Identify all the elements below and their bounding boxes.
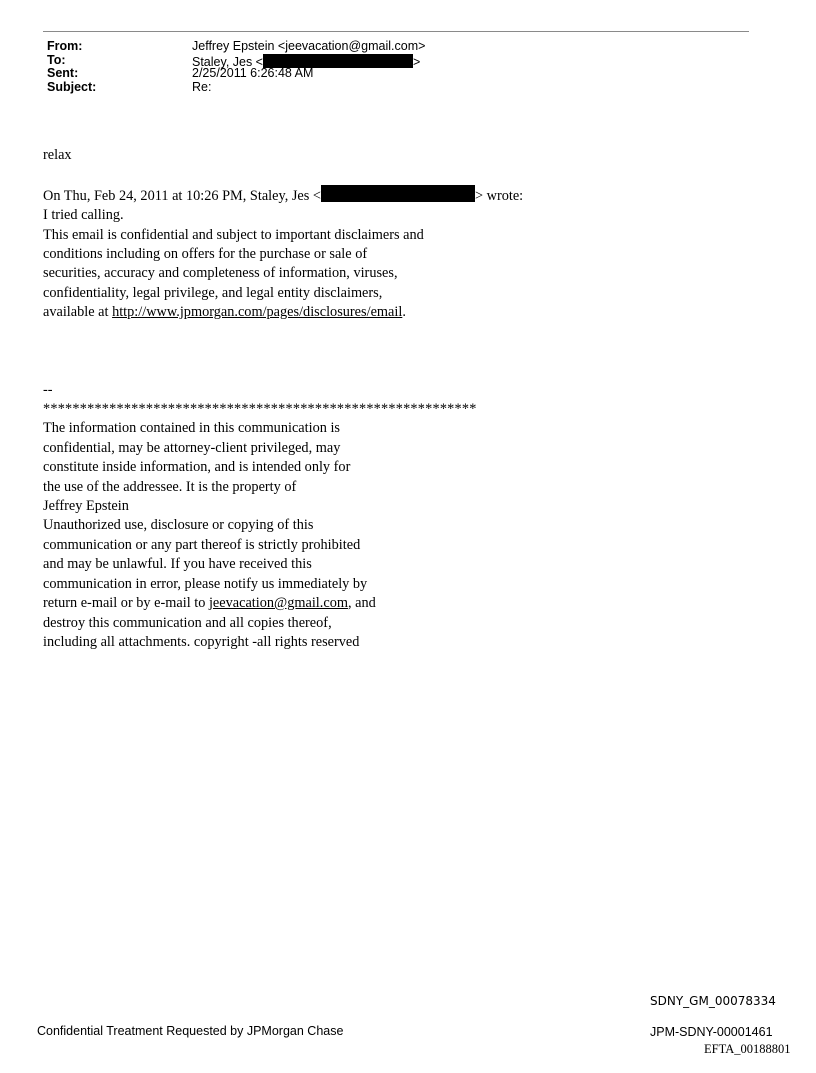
disclosure-line [43, 303, 763, 322]
notice-line: communication or any part thereof is strictly prohibited [43, 536, 361, 553]
quote-prefix: On Thu, Feb 24, 2011 at 10:26 PM, Staley, Jes < [43, 187, 321, 204]
header-divider [43, 31, 749, 32]
sent-value: 2/25/2011 6:26:48 AM [192, 66, 314, 81]
notice-line: Jeffrey Epstein [43, 498, 129, 515]
signature-stars: *********************************************************** [43, 401, 477, 418]
from-label: From: [47, 39, 83, 53]
reply-text: relax [43, 147, 72, 163]
disclosure-prefix: available at [43, 304, 113, 321]
notice-line: and may be unlawful. If you have received this [43, 556, 312, 573]
bates-efta: EFTA_00188801 [704, 1042, 791, 1056]
notice-line: The information contained in this communication is [43, 420, 340, 437]
quote-suffix: > wrote: [474, 187, 524, 204]
disclosure-link[interactable]: http://www.jpmorgan.com/pages/disclosures/email [112, 304, 403, 321]
signature-dash: -- [43, 381, 53, 398]
email-body [43, 146, 763, 652]
quoted-line: conditions including on offers for the purchase or sale of [43, 246, 368, 263]
bates-sdny: SDNY_GM_00078334 [650, 994, 776, 1008]
notice-line: the use of the addressee. It is the property of [43, 478, 297, 495]
quoted-line: securities, accuracy and completeness of information, viruses, [43, 265, 398, 282]
to-suffix: > [412, 54, 421, 69]
quote-attribution [43, 185, 763, 206]
return-suffix: , and [347, 595, 376, 612]
subject-label: Subject: [47, 79, 97, 94]
notice-line: communication in error, please notify us immediately by [43, 575, 368, 592]
notice-line: constitute inside information, and is intended only for [43, 459, 351, 476]
notice-line: Unauthorized use, disclosure or copying of this [43, 517, 314, 534]
notice-line: including all attachments. copyright -all rights reserved [43, 633, 360, 650]
quoted-line: I tried calling. [43, 207, 124, 224]
redaction-box [321, 185, 475, 202]
subject-value: Re: [192, 79, 212, 94]
email-link[interactable]: jeevacation@gmail.com [208, 595, 348, 612]
from-value: Jeffrey Epstein <jeevacation@gmail.com> [192, 39, 426, 53]
to-prefix: Staley, Jes < [192, 54, 263, 69]
bates-jpm: JPM-SDNY-00001461 [650, 1025, 773, 1039]
return-prefix: return e-mail or by e-mail to [43, 595, 209, 612]
notice-line: confidential, may be attorney-client privileged, may [43, 439, 341, 456]
quoted-line: This email is confidential and subject to important disclaimers and [43, 226, 424, 243]
to-label: To: [47, 52, 66, 67]
confidential-footer: Confidential Treatment Requested by JPMorgan Chase [37, 1024, 344, 1038]
sent-label: Sent: [47, 66, 79, 81]
notice-line: destroy this communication and all copies thereof, [43, 614, 332, 631]
quoted-line: confidentiality, legal privilege, and legal entity disclaimers, [43, 284, 383, 301]
notice-line [43, 594, 763, 613]
disclosure-suffix: . [402, 304, 406, 321]
